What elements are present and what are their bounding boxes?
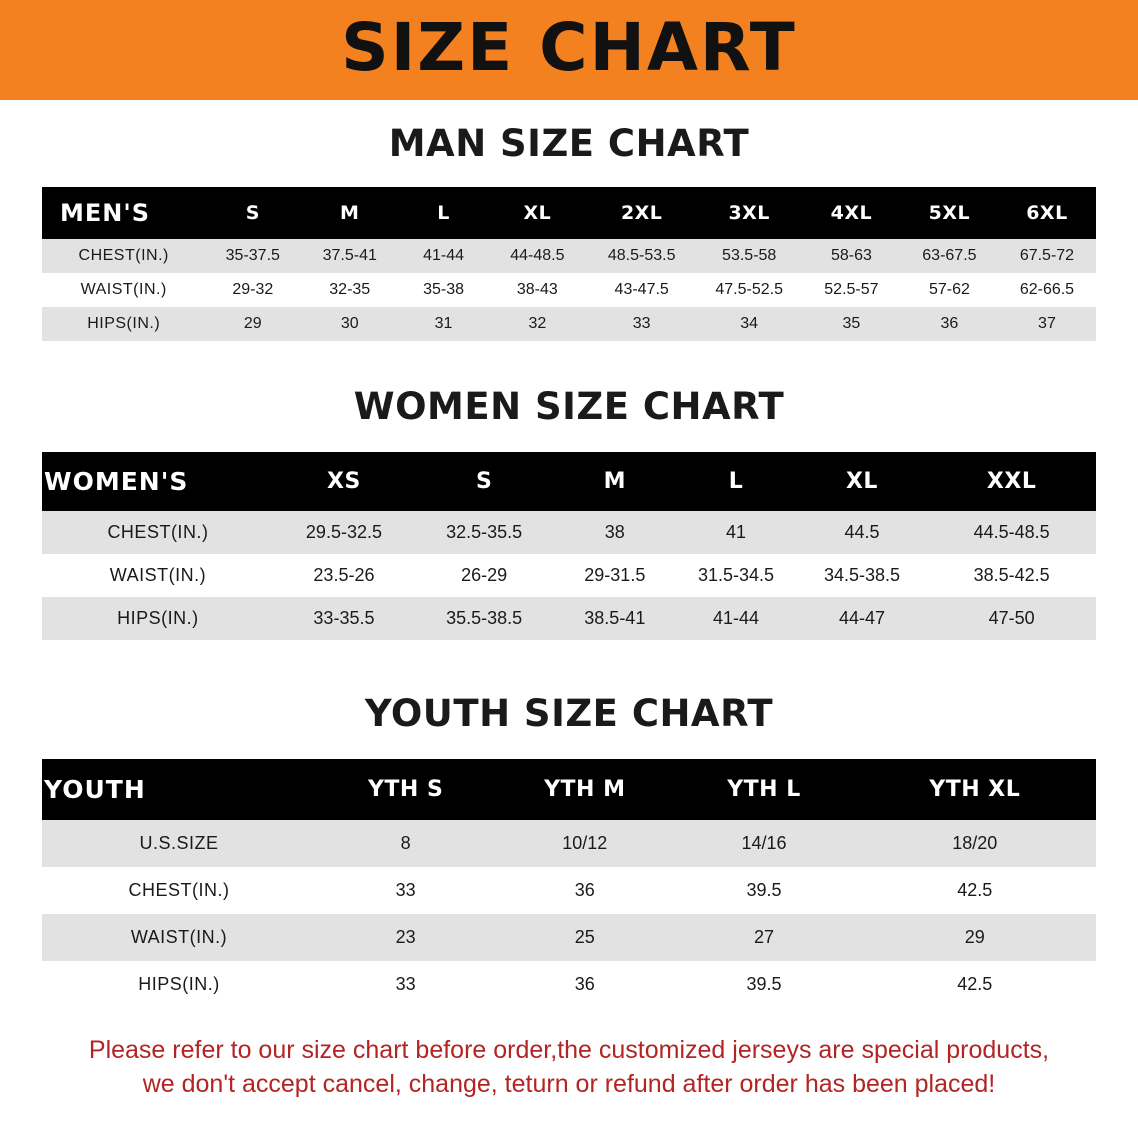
- table-cell: 39.5: [674, 867, 853, 914]
- table-row: [42, 867, 1096, 914]
- table-cell: 47-50: [927, 597, 1096, 640]
- table-cell: 37.5-41: [300, 239, 399, 273]
- table-cell: 27: [674, 914, 853, 961]
- table-cell: 47.5-52.5: [696, 273, 801, 307]
- col-header: 4XL: [802, 187, 901, 239]
- table-cell: 35.5-38.5: [414, 597, 554, 640]
- col-header: 3XL: [696, 187, 801, 239]
- table-cell: 32-35: [300, 273, 399, 307]
- table-cell: 43-47.5: [587, 273, 697, 307]
- row-label: HIPS(IN.): [42, 961, 316, 1008]
- col-header: MEN'S: [42, 187, 205, 239]
- table-cell: 48.5-53.5: [587, 239, 697, 273]
- disclaimer-line-2: we don't accept cancel, change, teturn or refund after order has been placed!: [142, 1069, 996, 1098]
- man-section-title: MAN SIZE CHART: [388, 122, 750, 165]
- table-cell: 33-35.5: [274, 597, 414, 640]
- table-cell: 44-48.5: [488, 239, 587, 273]
- table-cell: 29: [205, 307, 300, 341]
- table-cell: 41-44: [399, 239, 488, 273]
- table-cell: 67.5-72: [998, 239, 1096, 273]
- table-row: [42, 511, 1096, 554]
- row-label: WAIST(IN.): [42, 273, 205, 307]
- table-row: [42, 597, 1096, 640]
- table-cell: 42.5: [854, 961, 1096, 1008]
- table-cell: 34.5-38.5: [797, 554, 928, 597]
- row-label: CHEST(IN.): [42, 867, 316, 914]
- row-label: WAIST(IN.): [42, 554, 274, 597]
- col-header: L: [399, 187, 488, 239]
- table-cell: 38: [554, 511, 675, 554]
- table-cell: 14/16: [674, 820, 853, 867]
- col-header: M: [300, 187, 399, 239]
- table-cell: 10/12: [495, 820, 674, 867]
- col-header: XL: [488, 187, 587, 239]
- table-cell: 18/20: [854, 820, 1096, 867]
- table-cell: 29: [854, 914, 1096, 961]
- row-label: CHEST(IN.): [42, 239, 205, 273]
- table-cell: 29-31.5: [554, 554, 675, 597]
- table-cell: 36: [495, 867, 674, 914]
- disclaimer-line-1: Please refer to our size chart before order,the customized jerseys are special products,: [88, 1036, 1050, 1064]
- col-header: YTH XL: [854, 759, 1096, 820]
- table-cell: 63-67.5: [901, 239, 998, 273]
- col-header: S: [205, 187, 300, 239]
- table-cell: 41-44: [675, 597, 796, 640]
- man-size-table: [42, 187, 1096, 341]
- table-row: [42, 273, 1096, 307]
- youth-size-table: [42, 759, 1096, 1008]
- table-row: [42, 820, 1096, 867]
- col-header: 5XL: [901, 187, 998, 239]
- table-cell: 34: [696, 307, 801, 341]
- table-cell: 52.5-57: [802, 273, 901, 307]
- table-cell: 31.5-34.5: [675, 554, 796, 597]
- table-cell: 44.5-48.5: [927, 511, 1096, 554]
- table-cell: 23.5-26: [274, 554, 414, 597]
- col-header: XL: [797, 452, 928, 511]
- col-header: WOMEN'S: [42, 452, 274, 511]
- row-label: U.S.SIZE: [42, 820, 316, 867]
- table-cell: 58-63: [802, 239, 901, 273]
- table-row: [42, 961, 1096, 1008]
- col-header: YTH L: [674, 759, 853, 820]
- table-cell: 42.5: [854, 867, 1096, 914]
- youth-section-title: YOUTH SIZE CHART: [364, 692, 774, 735]
- youth-table-wrap: [0, 759, 1138, 1008]
- table-cell: 38.5-42.5: [927, 554, 1096, 597]
- page-title: SIZE CHART: [341, 9, 797, 86]
- table-header-row: [42, 759, 1096, 820]
- table-cell: 30: [300, 307, 399, 341]
- col-header: YTH M: [495, 759, 674, 820]
- women-table-wrap: [0, 452, 1138, 640]
- row-label: HIPS(IN.): [42, 597, 274, 640]
- table-row: [42, 554, 1096, 597]
- table-header-row: [42, 187, 1096, 239]
- table-cell: 29-32: [205, 273, 300, 307]
- row-label: CHEST(IN.): [42, 511, 274, 554]
- table-cell: 33: [587, 307, 697, 341]
- table-cell: 8: [316, 820, 495, 867]
- table-cell: 38.5-41: [554, 597, 675, 640]
- table-row: [42, 307, 1096, 341]
- table-cell: 33: [316, 961, 495, 1008]
- table-row: [42, 239, 1096, 273]
- col-header: 2XL: [587, 187, 697, 239]
- table-row: [42, 914, 1096, 961]
- table-cell: 32: [488, 307, 587, 341]
- table-cell: 35-37.5: [205, 239, 300, 273]
- table-cell: 39.5: [674, 961, 853, 1008]
- disclaimer-note: [36, 1034, 1102, 1102]
- table-cell: 57-62: [901, 273, 998, 307]
- table-cell: 44-47: [797, 597, 928, 640]
- man-table-wrap: [0, 187, 1138, 341]
- table-cell: 37: [998, 307, 1096, 341]
- women-size-table: [42, 452, 1096, 640]
- col-header: 6XL: [998, 187, 1096, 239]
- row-label: WAIST(IN.): [42, 914, 316, 961]
- table-cell: 33: [316, 867, 495, 914]
- table-cell: 53.5-58: [696, 239, 801, 273]
- table-cell: 44.5: [797, 511, 928, 554]
- page-banner: [0, 0, 1138, 100]
- col-header: L: [675, 452, 796, 511]
- table-cell: 25: [495, 914, 674, 961]
- col-header: XS: [274, 452, 414, 511]
- col-header: YTH S: [316, 759, 495, 820]
- table-cell: 41: [675, 511, 796, 554]
- col-header: YOUTH: [42, 759, 316, 820]
- col-header: S: [414, 452, 554, 511]
- table-cell: 26-29: [414, 554, 554, 597]
- table-cell: 35: [802, 307, 901, 341]
- table-cell: 31: [399, 307, 488, 341]
- col-header: XXL: [927, 452, 1096, 511]
- col-header: M: [554, 452, 675, 511]
- table-cell: 29.5-32.5: [274, 511, 414, 554]
- table-cell: 32.5-35.5: [414, 511, 554, 554]
- row-label: HIPS(IN.): [42, 307, 205, 341]
- table-cell: 38-43: [488, 273, 587, 307]
- table-cell: 62-66.5: [998, 273, 1096, 307]
- table-cell: 23: [316, 914, 495, 961]
- table-cell: 36: [495, 961, 674, 1008]
- table-cell: 35-38: [399, 273, 488, 307]
- women-section-title: WOMEN SIZE CHART: [353, 385, 785, 428]
- table-cell: 36: [901, 307, 998, 341]
- table-header-row: [42, 452, 1096, 511]
